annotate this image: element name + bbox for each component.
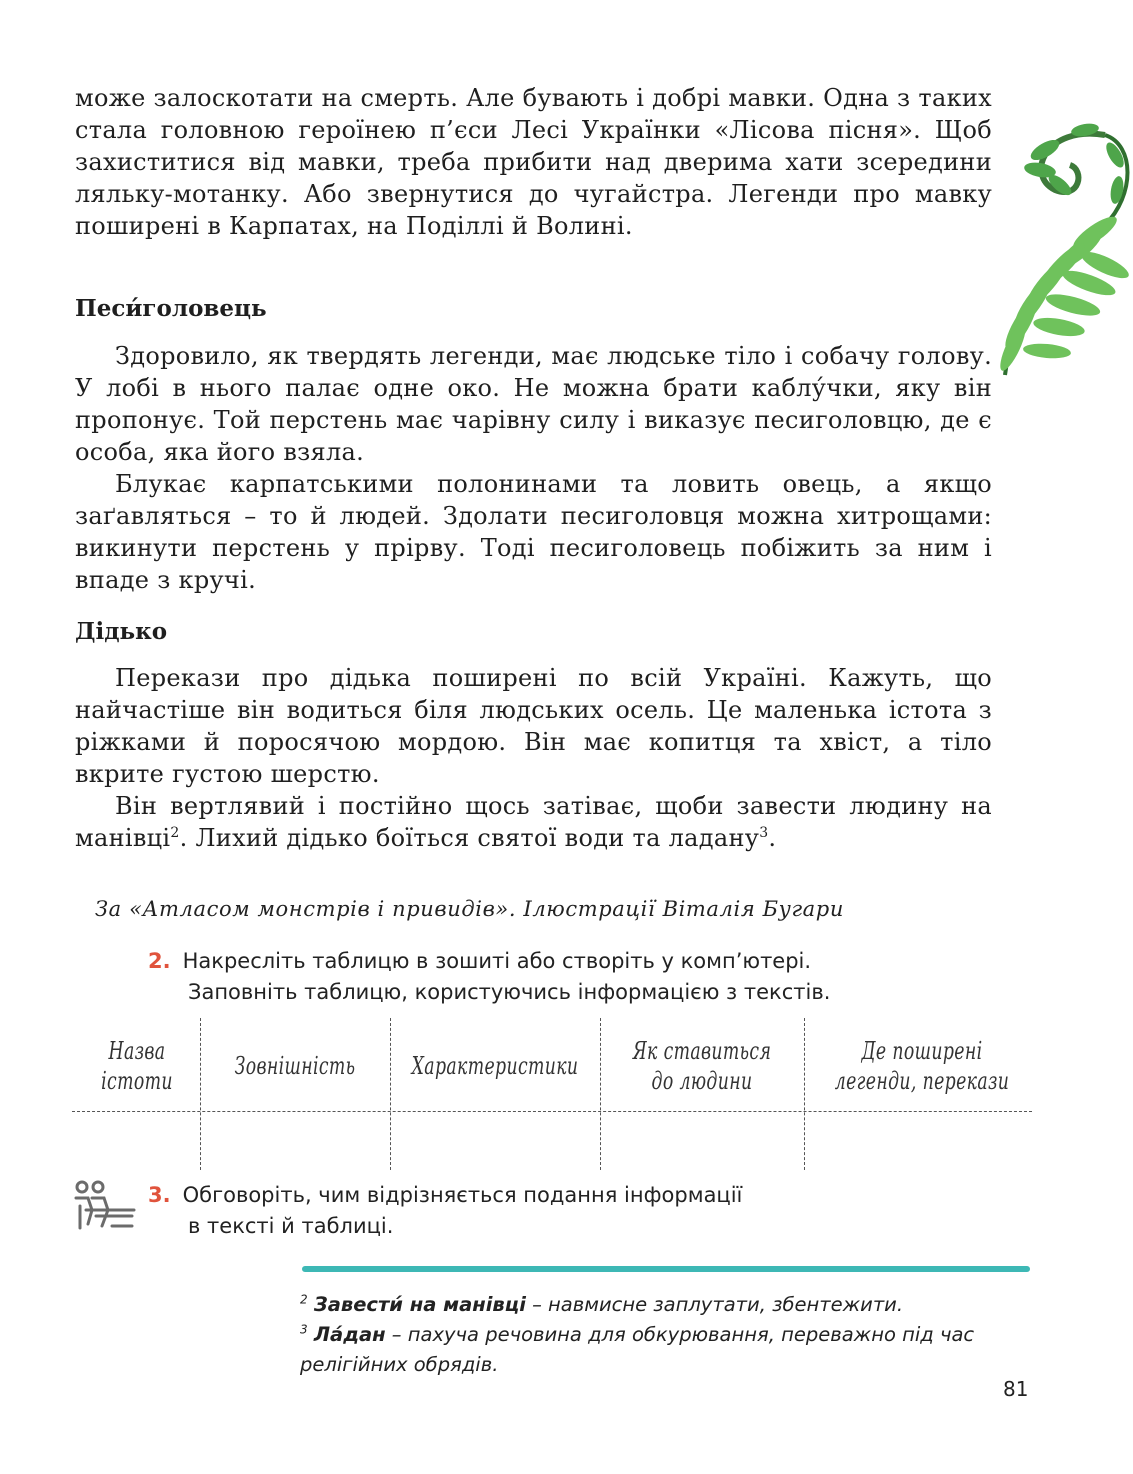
table-header-appearance (219, 1051, 370, 1081)
paragraph-didko-1: Перекази про дідька поширені по всій Україні. Кажуть, що найчастіше він водиться біля людських осель. Це маленька істота з ріжками й поросячою мордою. Він має копитця та хвіст, а тіло вкрите густою шерстю. (75, 664, 992, 788)
table-header-name (83, 1036, 191, 1096)
footnote-3 (300, 1320, 1035, 1380)
footnote-ref-3: 3 (759, 825, 769, 841)
table-header-spread-line2: легенди, перекази (834, 1067, 1010, 1095)
paragraph-didko-2-part3: . (768, 824, 777, 852)
footnote-2 (300, 1290, 1035, 1320)
fern-illustration (985, 115, 1133, 405)
paragraph-pesyholovets-2: Блукає карпатськими полонинами та ловить овець, а якщо заґавляться – то й людей. Здолати песиголовця можна хитрощами: викинути перстень у прірву. Тоді песиголовець побіжить за ним і впаде з кручі. (75, 470, 992, 594)
source-attribution: За «Атласом монстрів і привидів». Ілюстрації Віталія Бугари (95, 897, 844, 921)
table-header-attitude-line1: Як ставиться (632, 1037, 772, 1065)
footnote-3-mark: 3 (300, 1322, 308, 1337)
fill-in-table (72, 1018, 1032, 1170)
paragraph-mavka-end: може залоскотати на смерть. Але бувають і добрі мавки. Одна з таких стала головною героїнею п’єси Лесі Українки «Лісова пісня». Щоб захиститися від мавки, треба прибити над дверима хати зсередини ляльку-мотанку. Або звернутися до чугайстра. Легенди про мавку поширені в Карпатах, на Поділлі й Волині. (75, 84, 992, 240)
footnote-3-definition: – пахуча речовина для обкурювання, переважно під час релігійних обрядів. (300, 1323, 975, 1376)
table-header-appearance-line1: Зовнішність (234, 1052, 356, 1080)
discussion-people-icon (72, 1180, 136, 1234)
table-divider (200, 1018, 201, 1170)
table-header-line (72, 1111, 1032, 1112)
table-divider (600, 1018, 601, 1170)
footnotes (300, 1290, 1035, 1380)
task-2-line1: Накресліть таблицю в зошиті або створіть у комп’ютері. (182, 949, 812, 973)
footnote-ref-2: 2 (170, 825, 180, 841)
footnote-2-definition: – навмисне заплутати, збентежити. (525, 1293, 904, 1316)
table-divider (390, 1018, 391, 1170)
table-header-name-line1: Назва (108, 1037, 166, 1065)
task-2-number: 2. (148, 949, 171, 973)
task-2 (148, 946, 830, 1008)
paragraph-didko-2-part2: . Лихий дідько боїться святої води та ладану (179, 824, 760, 852)
footnote-divider (302, 1266, 1030, 1272)
paragraph-didko-2-part1: Він вертлявий і постійно щось затіває, щоби завести людину на манівці (75, 792, 992, 852)
paragraph-pesyholovets-1: Здоровило, як твердять легенди, має людське тіло і собачу голову. У лобі в нього палає одне око. Не можна брати каблу́чки, яку він пропонує. Той перстень має чарівну силу і виказує песиголовцю, де є особа, яка його взяла. (75, 342, 992, 466)
footnote-2-mark: 2 (300, 1292, 308, 1307)
task-2-line2: Заповніть таблицю, користуючись інформацією з текстів. (188, 980, 831, 1004)
heading-didko: Дідько (75, 618, 168, 645)
task-2-line1-row (148, 946, 830, 977)
footnote-3-term: Ла́дан (313, 1323, 386, 1346)
table-header-attitude (616, 1036, 789, 1096)
table-header-spread-line1: Де поширені (861, 1037, 983, 1065)
table-header-characteristics-line1: Характеристики (411, 1052, 579, 1080)
task-3-line1: Обговоріть, чим відрізняється подання інформації (182, 1183, 743, 1207)
task-3-line1-row (148, 1180, 742, 1211)
page-number: 81 (1003, 1377, 1029, 1401)
task-3 (148, 1180, 742, 1242)
heading-pesyholovets: Песи́головець (75, 295, 267, 322)
table-header-spread (818, 1036, 1027, 1096)
table-header-attitude-line2: до людини (651, 1067, 753, 1095)
table-header-characteristics (405, 1051, 585, 1081)
task-3-number: 3. (148, 1183, 171, 1207)
footnote-2-term: Завести́ на манівці (313, 1293, 526, 1316)
task-3-line2: в тексті й таблиці. (188, 1214, 394, 1238)
paragraph-didko-2 (75, 790, 992, 854)
table-header-name-line2: істоти (101, 1067, 173, 1095)
table-divider (804, 1018, 805, 1170)
